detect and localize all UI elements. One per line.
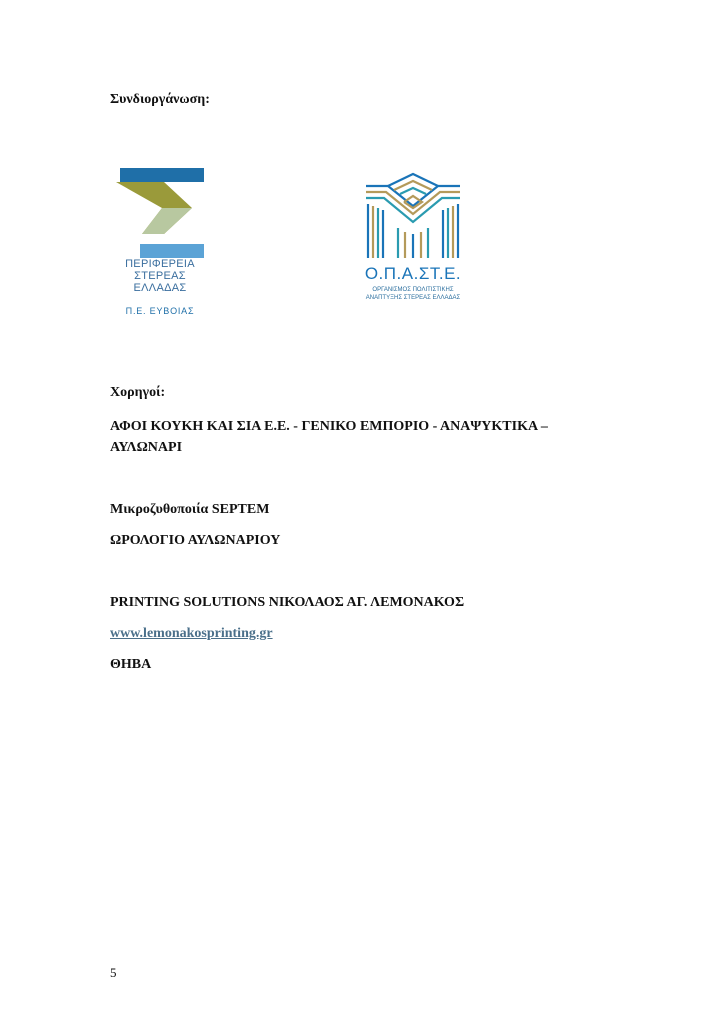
page-number: 5 [110,965,117,980]
sterea-line-1: ΠΕΡΙΦΕΡΕΙΑ [125,258,195,270]
sterea-line-3: ΕΛΛΑΔΑΣ [133,282,187,294]
sterea-line-2: ΣΤΕΡΕΑΣ [134,270,186,282]
opaste-title: Ο.Π.Α.ΣΤ.Ε. [364,264,462,283]
sigma-logo-icon [112,168,207,258]
opaste-subtitle-2: ΑΝΑΠΤΥΞΗΣ ΣΤΕΡΕΑΣ ΕΛΛΑΔΑΣ [365,295,461,301]
opaste-subtitle-1: ΟΡΓΑΝΙΣΜΟΣ ΠΟΛΙΤΙΣΤΙΚΗΣ [372,287,454,293]
website-link[interactable]: www.lemonakosprinting.gr [110,626,273,641]
sponsor-2: Μικροζυθοποιία SEPTEM [110,502,270,517]
sponsor-1-line-1: ΑΦΟΙ ΚΟΥΚΗ ΚΑΙ ΣΙΑ Ε.Ε. - ΓΕΝΙΚΟ ΕΜΠΟΡΙΟ - ΑΝΑΨΥΚΤΙΚΑ – [110,419,548,434]
sponsor-3: ΩΡΟΛΟΓΙΟ ΑΥΛΩΝΑΡΙΟΥ [110,533,281,548]
sterea-ellada-logo [112,168,207,320]
opaste-logo-icon [358,172,468,260]
opaste-logo [358,172,468,304]
city-label: ΘΗΒΑ [110,657,152,672]
organizers-heading: Συνδιοργάνωση: [110,92,210,107]
sterea-subtitle: Π.Ε. ΕΥΒΟΙΑΣ [125,306,195,316]
sponsor-4: PRINTING SOLUTIONS ΝΙΚΟΛΑΟΣ ΑΓ. ΛΕΜΟΝΑΚΟΣ [110,595,465,610]
sponsor-1-line-2: ΑΥΛΩΝΑΡΙ [110,440,183,455]
sponsors-heading: Χορηγοί: [110,385,166,400]
